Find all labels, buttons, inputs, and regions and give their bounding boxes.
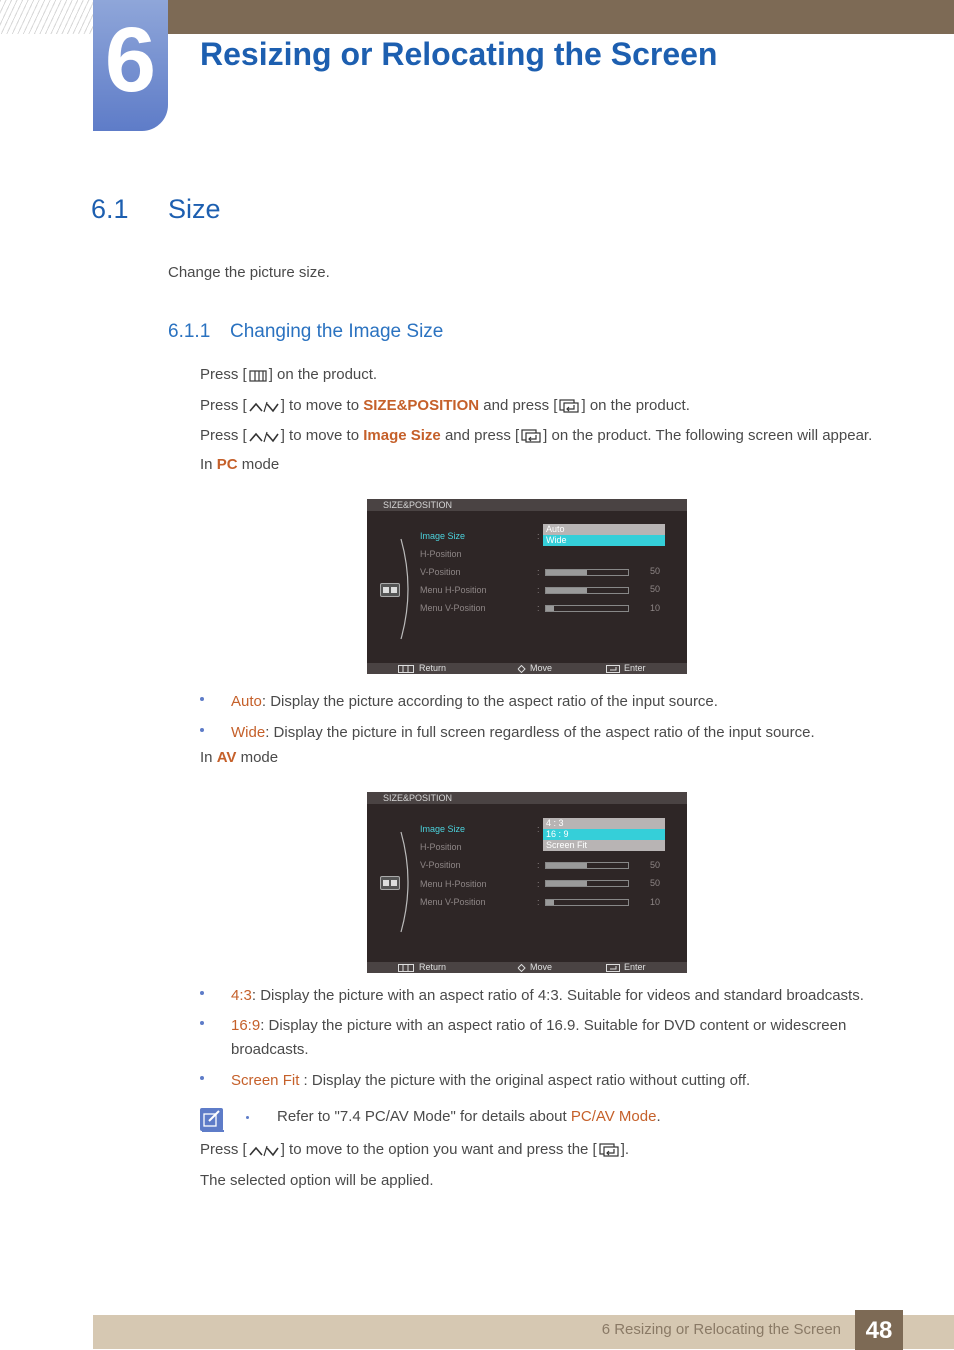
header-bar	[168, 0, 954, 34]
applied-text: The selected option will be applied.	[200, 1172, 434, 1189]
option-auto[interactable]: Auto	[546, 524, 565, 534]
osd-item-menu-v-position[interactable]: Menu V-Position	[420, 897, 486, 907]
menu-h-position-slider[interactable]	[545, 587, 629, 594]
osd-header: SIZE&POSITION	[367, 792, 687, 804]
osd-item-v-position[interactable]: V-Position	[420, 860, 461, 870]
move-icon	[517, 665, 526, 673]
osd-footer	[367, 663, 687, 674]
v-position-slider[interactable]	[545, 862, 629, 869]
enter-key-icon	[559, 399, 579, 413]
section-intro: Change the picture size.	[168, 264, 330, 281]
pc-mode-label: In PC mode	[200, 456, 280, 473]
menu-v-position-value: 10	[650, 603, 661, 613]
osd-item-image-size[interactable]: Image Size	[420, 531, 466, 541]
osd-item-image-size[interactable]: Image Size	[420, 824, 466, 834]
osd-menu-av: SIZE&POSITION Image Size H-Position V-Position Menu H-Position Menu V-Position : : : : 50 50 10 4 : 3 16 : 9 Screen Fit Return Move Enter	[367, 792, 687, 973]
v-position-value: 50	[650, 860, 661, 870]
image-size-dropdown[interactable]	[543, 818, 665, 851]
footer-move[interactable]: Move	[530, 962, 553, 972]
note-bullet	[246, 1116, 249, 1119]
footer-move[interactable]: Move	[530, 663, 553, 673]
header-hatch-decoration	[0, 0, 93, 34]
enter-key-icon	[521, 429, 541, 443]
enter-key-icon	[599, 1143, 619, 1157]
osd-header: SIZE&POSITION	[367, 499, 687, 511]
osd-item-h-position[interactable]: H-Position	[420, 549, 462, 559]
osd-item-menu-h-position[interactable]: Menu H-Position	[420, 585, 487, 595]
chapter-title: Resizing or Relocating the Screen	[200, 36, 718, 72]
size-position-icon	[380, 583, 400, 597]
footer-return[interactable]: Return	[419, 663, 447, 673]
av-mode-label: In AV mode	[200, 749, 279, 766]
page-number: 48	[855, 1310, 903, 1350]
return-icon	[398, 665, 414, 673]
menu-v-position-value: 10	[650, 897, 661, 907]
image-size-dropdown[interactable]	[543, 524, 665, 546]
footer-chapter-title: 6 Resizing or Relocating the Screen	[601, 1321, 841, 1338]
return-icon	[398, 964, 414, 972]
option-wide[interactable]: Wide	[543, 535, 665, 546]
footer-return[interactable]: Return	[419, 962, 447, 972]
osd-menu-pc: SIZE&POSITION Image Size H-Position V-Position Menu H-Position Menu V-Position : : : : 50 50 10 Auto Wide Return Move Enter	[367, 499, 687, 674]
v-position-slider[interactable]	[545, 569, 629, 576]
menu-v-position-slider[interactable]	[545, 899, 629, 906]
subsection-number: 6.1.1	[168, 321, 211, 342]
enter-icon	[606, 964, 620, 972]
enter-icon	[606, 665, 620, 673]
osd-item-menu-h-position[interactable]: Menu H-Position	[420, 879, 487, 889]
section-number: 6.1	[91, 194, 129, 224]
menu-h-position-value: 50	[650, 584, 661, 594]
osd-arc-decoration	[399, 537, 413, 641]
up-down-key-icon	[249, 431, 279, 443]
osd-item-h-position[interactable]: H-Position	[420, 842, 462, 852]
note-text: Refer to "7.4 PC/AV Mode" for details about PC/AV Mode.	[277, 1108, 661, 1125]
osd-item-v-position[interactable]: V-Position	[420, 567, 461, 577]
menu-h-position-value: 50	[650, 878, 661, 888]
osd-footer	[367, 962, 687, 973]
size-position-icon	[380, 876, 400, 890]
up-down-key-icon	[249, 1145, 279, 1157]
v-position-value: 50	[650, 566, 661, 576]
step-2: Press [ ] to move to SIZE&POSITION and press [ ] on the product.	[200, 397, 690, 414]
osd-item-menu-v-position[interactable]: Menu V-Position	[420, 603, 486, 613]
chapter-number: 6	[104, 9, 157, 111]
osd-arc-decoration	[399, 830, 413, 934]
step-1: Press [ ] on the product.	[200, 366, 378, 383]
option-screen-fit[interactable]: Screen Fit	[546, 840, 588, 850]
footer-enter[interactable]: Enter	[624, 663, 646, 673]
footer-enter[interactable]: Enter	[624, 962, 646, 972]
option-16-9[interactable]: 16 : 9	[543, 829, 665, 840]
chapter-tab	[93, 0, 168, 131]
note-link: PC/AV Mode	[570, 1108, 657, 1125]
option-4-3[interactable]: 4 : 3	[546, 818, 564, 828]
menu-key-icon	[249, 370, 267, 382]
step-3: Press [ ] to move to Image Size and press [ ] on the product. The following screen will appear.	[200, 427, 873, 444]
note-underline	[202, 1130, 224, 1132]
menu-v-position-slider[interactable]	[545, 605, 629, 612]
note-icon	[200, 1108, 223, 1131]
final-step: Press [ ] to move to the option you want and press the [ ].	[200, 1141, 630, 1158]
subsection-title: Changing the Image Size	[230, 321, 444, 342]
up-down-key-icon	[249, 401, 279, 413]
section-title: Size	[168, 194, 221, 224]
menu-h-position-slider[interactable]	[545, 880, 629, 887]
move-icon	[517, 964, 526, 972]
